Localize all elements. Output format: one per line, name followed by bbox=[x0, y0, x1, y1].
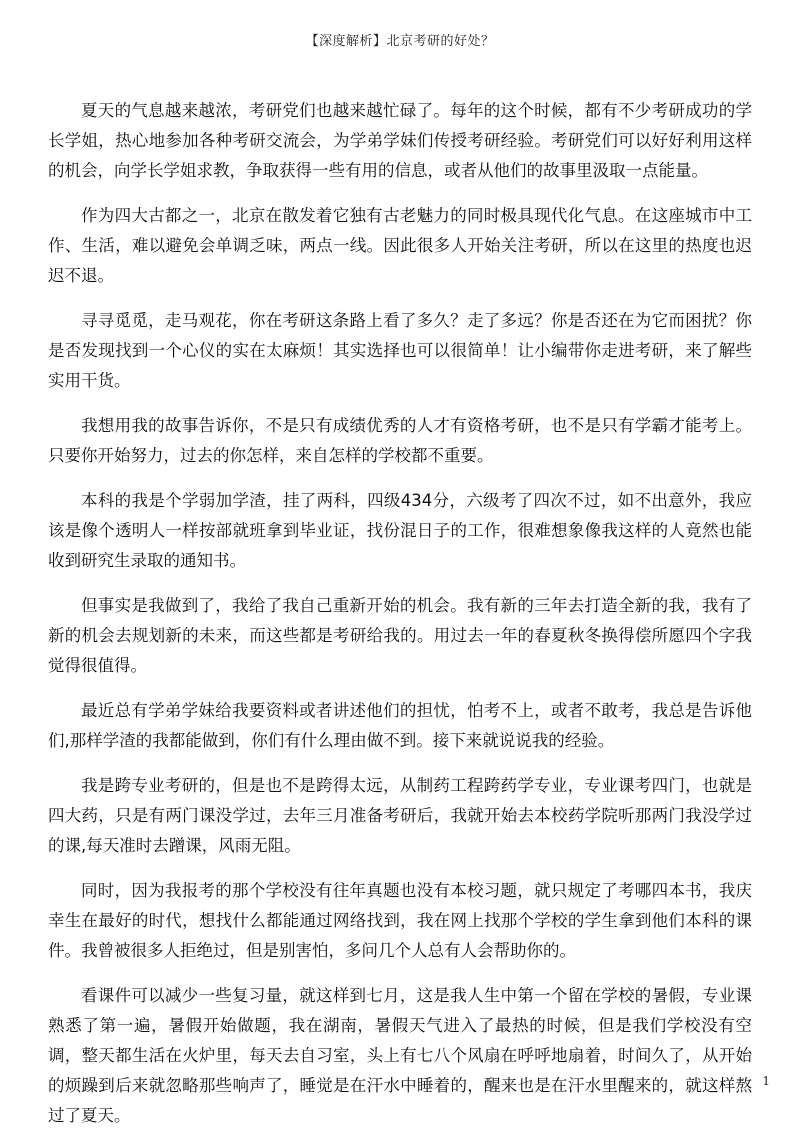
paragraph-4: 我想用我的故事告诉你，不是只有成绩优秀的人才有资格考研，也不是只有学霸才能考上。只要你开始努力，过去的你怎样，来自怎样的学校都不重要。 bbox=[48, 416, 752, 465]
paragraph-6: 但事实是我做到了，我给了我自己重新开始的机会。我有新的三年去打造全新的我，我有了新的机会去规划新的未来，而这些都是考研给我的。用过去一年的春夏秋冬换得偿所愿四个字我觉得很值得。 bbox=[48, 596, 752, 675]
paragraph-5: 本科的我是个学弱加学渣，挂了两科，四级434分，六级考了四次不过，如不出意外，我应该是像个透明人一样按部就班拿到毕业证，找份混日子的工作，很难想象像我这样的人竟然也能收到研究生录取的通知书。 bbox=[48, 491, 752, 570]
paragraph-8: 我是跨专业考研的，但是也不是跨得太远，从制药工程跨药学专业，专业课考四门，也就是四大药，只是有两门课没学过，去年三月准备考研后，我就开始去本校药学院听那两门我没学过的课,每天准时去蹭课，风雨无阻。 bbox=[48, 776, 752, 855]
paragraph-1: 夏天的气息越来越浓，考研党们也越来越忙碌了。每年的这个时候，都有不少考研成功的学长学姐，热心地参加各种考研交流会，为学弟学妹们传授考研经验。考研党们可以好好利用这样的机会，向学长学姐求教，争取获得一些有用的信息，或者从他们的故事里汲取一点能量。 bbox=[48, 101, 752, 180]
paragraph-2: 作为四大古都之一，北京在散发着它独有古老魅力的同时极具现代化气息。在这座城市中工作、生活，难以避免会单调乏味，两点一线。因此很多人开始关注考研，所以在这里的热度也迟迟不退。 bbox=[48, 206, 752, 285]
page-number: 1 bbox=[762, 1074, 770, 1088]
paragraph-10: 看课件可以减少一些复习量，就这样到七月，这是我人生中第一个留在学校的暑假，专业课熟悉了第一遍，暑假开始做题，我在湖南，暑假天气进入了最热的时候，但是我们学校没有空调，整天都生活在火炉里，每天去自习室，头上有七八个风扇在呼呼地扇着，时间久了，从开始的烦躁到后来就忽略那些响声了，睡觉是在汗水中睡着的，醒来也是在汗水里醒来的，就这样熬过了夏天。 bbox=[48, 986, 752, 1125]
page-header-title: 【深度解析】北京考研的好处？ bbox=[305, 34, 495, 49]
document-body bbox=[48, 96, 752, 1146]
paragraph-7: 最近总有学弟学妹给我要资料或者讲述他们的担忧，怕考不上，或者不敢考，我总是告诉他们,那样学渣的我都能做到，你们有什么理由做不到。接下来就说说我的经验。 bbox=[48, 701, 752, 750]
paragraph-9: 同时，因为我报考的那个学校没有往年真题也没有本校习题，就只规定了考哪四本书，我庆幸生在最好的时代，想找什么都能通过网络找到，我在网上找那个学校的学生拿到他们本科的课件。我曾被很多人拒绝过，但是别害怕，多问几个人总有人会帮助你的。 bbox=[48, 881, 752, 960]
paragraph-3: 寻寻觅觅，走马观花，你在考研这条路上看了多久？走了多远？你是否还在为它而困扰？你是否发现找到一个心仪的实在太麻烦！其实选择也可以很简单！让小编带你走进考研，来了解些实用干货。 bbox=[48, 311, 752, 390]
